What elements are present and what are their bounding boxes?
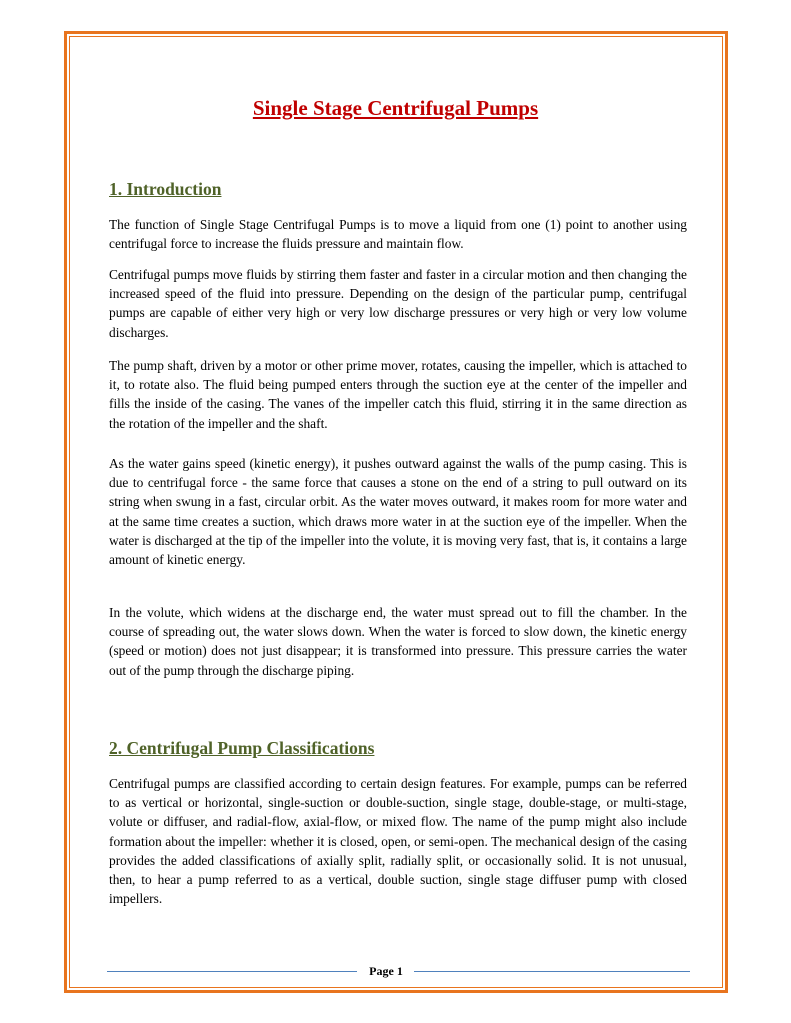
footer-rule-left xyxy=(107,971,357,972)
paragraph: As the water gains speed (kinetic energy), it pushes outward against the walls of the pump casing. This is due to centrifugal force - the same force that causes a stone on the end of a string to pull outward on its string when swung in a fast, circular orbit. As the water moves outward, it makes room for more water and at the same time creates a suction, which draws more water in at the suction eye of the impeller. When the water is discharged at the tip of the impeller into the volute, it is moving very fast, that is, it contains a large amount of kinetic energy. xyxy=(109,456,687,568)
paragraph: The function of Single Stage Centrifugal Pumps is to move a liquid from one (1) point to another using centrifugal force to increase the fluids pressure and maintain flow. xyxy=(109,217,687,252)
paragraph: Centrifugal pumps move fluids by stirring them faster and faster in a circular motion and then changing the increased speed of the fluid into pressure. Depending on the design of the particular pump, centrifugal pumps are capable of either very high or very low discharge pressures or very high or very low volume discharges. xyxy=(109,267,687,340)
paragraph: The pump shaft, driven by a motor or other prime mover, rotates, causing the impeller, which is attached to it, to rotate also. The fluid being pumped enters through the suction eye at the center of the impeller and fills the inside of the casing. The vanes of the impeller catch this fluid, stirring it in the same direction as the rotation of the impeller and the shaft. xyxy=(109,358,687,431)
document-title: Single Stage Centrifugal Pumps xyxy=(252,96,539,120)
page-number: Page 1 xyxy=(369,964,403,978)
paragraph: In the volute, which widens at the discharge end, the water must spread out to fill the chamber. In the course of spreading out, the water slows down. When the water is forced to slow down, the kinetic energy (speed or motion) does not just disappear; it is transformed into pressure. This pressure carries the water out of the pump through the discharge piping. xyxy=(109,605,687,678)
footer-rule-right xyxy=(414,971,690,972)
paragraph: Centrifugal pumps are classified according to certain design features. For example, pumps can be referred to as vertical or horizontal, single-suction or double-suction, single stage, double-stage, or multi-stage, volute or diffuser, and radial-flow, axial-flow, or mixed flow. The name of the pump might also include formation about the impeller: whether it is closed, open, or semi-open. The mechanical design of the casing provides the added classifications of axially split, radially split, or occasionally solid. It is not unusual, then, to hear a pump referred to as a vertical, double suction, single stage diffuser pump with closed impellers. xyxy=(109,776,687,907)
section-heading-classifications: 2. Centrifugal Pump Classifications xyxy=(109,738,375,758)
section-heading-introduction: 1. Introduction xyxy=(109,179,222,199)
